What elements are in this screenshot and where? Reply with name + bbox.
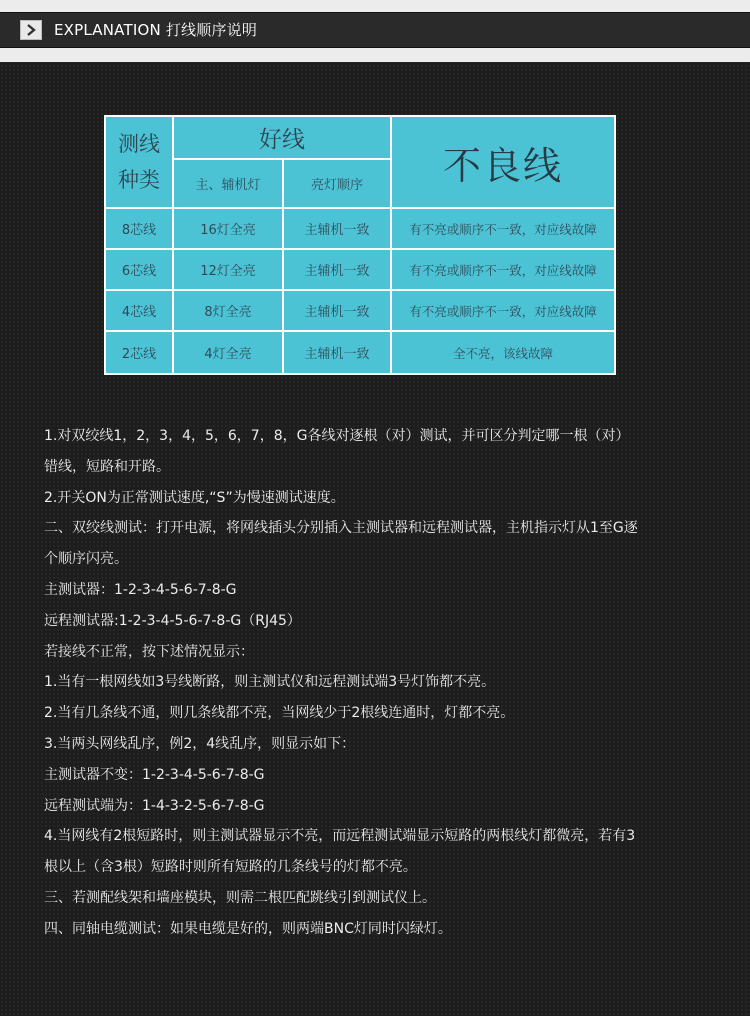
text-line: 错线，短路和开路。 <box>44 458 170 475</box>
text-line: 1.当有一根网线如3号线断路，则主测试仪和远程测试端3号灯饰都不亮。 <box>44 674 496 691</box>
text-line: 主测试器不变：1-2-3-4-5-6-7-8-G <box>44 766 265 783</box>
text-line: 二、双绞线测试：打开电源，将网线插头分别插入主测试器和远程测试器，主机指示灯从1至G逐 <box>44 520 638 537</box>
cell-fault: 有不亮或顺序不一致，对应线故障 <box>391 208 615 249</box>
cell-type: 8芯线 <box>105 208 173 249</box>
explanation-text <box>44 421 714 945</box>
text-line: 若接线不正常，按下述情况显示： <box>44 643 254 660</box>
header-bad-line: 不良线 <box>391 116 615 208</box>
text-line: 1.对双绞线1，2，3，4，5，6，7，8，G各线对逐根（对）测试，并可区分判定哪一根（对） <box>44 428 630 444</box>
header-test-type-line2: 种类 <box>118 168 160 192</box>
text-line: 四、同轴电缆测试：如果电缆是好的，则两端BNC灯同时闪绿灯。 <box>44 920 452 937</box>
header-light-order: 亮灯顺序 <box>283 159 391 208</box>
header-test-type <box>105 116 173 208</box>
cell-lights: 12灯全亮 <box>173 249 283 290</box>
header-title: EXPLANATION 打线顺序说明 <box>54 21 258 39</box>
cell-lights: 4灯全亮 <box>173 331 283 374</box>
text-line: 主测试器：1-2-3-4-5-6-7-8-G <box>44 581 237 598</box>
cable-test-table <box>104 115 616 375</box>
text-line: 根以上（含3根）短路时则所有短路的几条线号的灯都不亮。 <box>44 859 417 876</box>
cell-type: 6芯线 <box>105 249 173 290</box>
header-test-type-line1: 测线 <box>118 132 160 156</box>
table-row <box>105 290 615 331</box>
cell-type: 2芯线 <box>105 331 173 374</box>
header-good-line: 好线 <box>173 116 391 159</box>
header-main-light: 主、辅机灯 <box>173 159 283 208</box>
cell-order: 主辅机一致 <box>283 208 391 249</box>
table-row <box>105 331 615 374</box>
text-line: 3.当两头网线乱序，例2，4线乱序，则显示如下： <box>44 735 356 752</box>
cell-lights: 8灯全亮 <box>173 290 283 331</box>
header-bar <box>0 12 750 48</box>
cell-lights: 16灯全亮 <box>173 208 283 249</box>
table-row <box>105 208 615 249</box>
page-header <box>0 0 750 62</box>
cell-order: 主辅机一致 <box>283 331 391 374</box>
text-line: 个顺序闪亮。 <box>44 551 128 568</box>
cell-fault: 有不亮或顺序不一致，对应线故障 <box>391 249 615 290</box>
text-line: 4.当网线有2根短路时，则主测试器显示不亮，而远程测试端显示短路的两根线灯都微亮，若有3 <box>44 828 636 845</box>
cell-type: 4芯线 <box>105 290 173 331</box>
table-row <box>105 249 615 290</box>
cell-fault: 全不亮，该线故障 <box>391 331 615 374</box>
chevron-right-icon <box>20 20 42 40</box>
cell-order: 主辅机一致 <box>283 290 391 331</box>
text-line: 远程测试器:1-2-3-4-5-6-7-8-G（RJ45） <box>44 612 301 629</box>
cell-order: 主辅机一致 <box>283 249 391 290</box>
text-line: 三、若测配线架和墙座模块，则需二根匹配跳线引到测试仪上。 <box>44 889 436 906</box>
text-line: 2.开关ON为正常测试速度,“S”为慢速测试速度。 <box>44 489 345 506</box>
cell-fault: 有不亮或顺序不一致，对应线故障 <box>391 290 615 331</box>
text-line: 2.当有几条线不通，则几条线都不亮，当网线少于2根线连通时，灯都不亮。 <box>44 705 515 722</box>
text-line: 远程测试端为：1-4-3-2-5-6-7-8-G <box>44 797 265 814</box>
